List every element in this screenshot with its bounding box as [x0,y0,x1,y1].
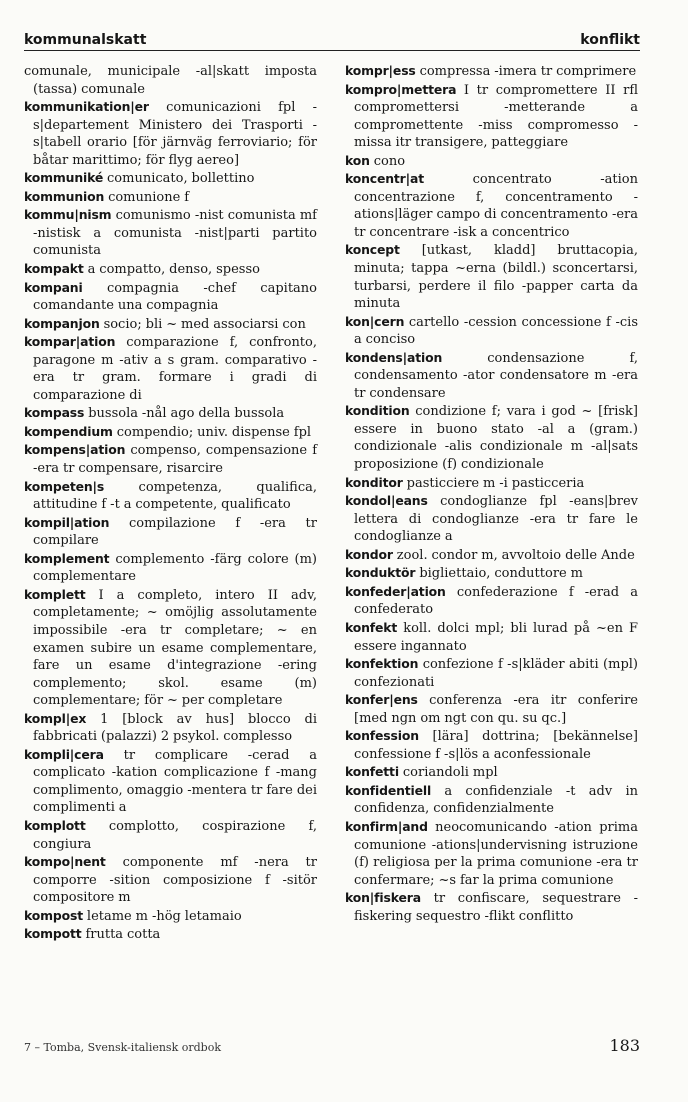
entry-definition: comunicazioni fpl -s|departement Ministero dei Trasporti -s|tabell orario [för järnväg ferroviario; för båtar marittimo; för flyg aereo] [33,100,317,168]
entry-headword: konfetti [345,764,399,780]
dictionary-entry [345,564,638,583]
entry-definition: a confidenziale -t adv in confidenza, confidenzialmente [354,783,638,817]
entry-definition: condizione f; vara i god ~ [frisk] essere in buono stato -al a (gram.) condizionale -alis condizionale m -al|sats proposizione (f) condizionale [354,404,638,473]
entry-definition: compenso, compensazione f -era tr compensare, risarcire [33,443,318,477]
dictionary-entry [24,188,317,207]
dictionary-entry [24,404,317,423]
entry-definition: zool. condor m, avvoltoio delle Ande [396,547,635,563]
dictionary-entry [345,62,638,81]
entry-definition: I tr compromettere II rfl compromettersi -metterande a compromettente -miss compromesso -missa itr transigere, patteggiare [354,82,638,151]
entry-definition: complotto, cospirazione f, congiura [33,818,317,852]
entry-definition: complemento -färg colore (m) complementare [33,551,317,585]
entry-definition: coriandoli mpl [402,765,498,781]
entry-definition: comunione f [108,189,190,205]
entry-definition: cartello -cession concessione f -cis a conciso [354,314,639,348]
dictionary-entry [345,655,638,691]
entry-definition: condensazione f, condensamento -ator condensatore m -era tr condensare [354,350,639,401]
dictionary-entry [345,763,638,782]
entry-headword: kon|fiskera [345,890,421,906]
entry-headword: kompil|ation [24,514,110,530]
entry-definition: koll. dolci mpl; bli lurad på ~en F essere ingannato [354,620,638,654]
entry-headword: kommu|nism [24,207,112,223]
entry-headword: kondol|eans [345,493,428,509]
left-column [24,62,317,944]
entry-headword: koncept [345,242,400,258]
entry-headword: kommuniké [24,170,104,186]
entry-definition: bigliettaio, conduttore m [419,566,583,582]
entry-headword: konfektion [345,656,419,672]
dictionary-entry [24,925,317,944]
dictionary-entry [24,423,317,442]
entry-definition: [utkast, kladd] bruttacopia, minuta; tappa ~erna (bildl.) sconcertarsi, turbarsi, perdere il filo -papper carta da minuta [354,243,638,312]
dictionary-entry [24,315,317,334]
dictionary-entry [345,313,638,349]
dictionary-entry [345,889,638,925]
entry-headword: kompani [24,279,83,295]
entry-definition: confederazione f -erad a confederato [354,584,638,618]
right-guide-word: konflikt [580,32,640,48]
entry-headword: komplement [24,550,110,566]
dictionary-entry [345,727,638,763]
entry-headword: kompli|cera [24,746,104,762]
entry-headword: kommunion [24,188,105,204]
entry-definition: tr confiscare, sequestrare -fiskering sequestro -flikt conflitto [354,891,639,924]
dictionary-entry [24,441,317,477]
dictionary-entry [345,546,638,565]
entry-headword: kompendium [24,423,113,439]
entry-definition: compressa -imera tr comprimere [419,64,637,79]
dictionary-entry [24,550,317,586]
entry-definition: I a completo, intero II adv, completamente; ~ omöjlig assolutamente impossibile -era tr completare; ~ en examen subire un esame complementare, fare un esame d'integrazione -ering complemento; skol. esame (m) complementare; för ~ per completare [33,587,317,709]
entry-definition: componente mf -nera tr comporre -sition composizione f -sitör compositore m [33,855,317,906]
entry-headword: kompott [24,926,82,942]
entry-definition: competenza, qualifica, attitudine f -t a competente, qualificato [33,479,317,513]
entry-headword: kompens|ation [24,442,126,458]
entry-definition: compilazione f -era tr compilare [33,515,317,549]
entry-definition: pasticciere m -i pasticceria [406,475,585,491]
entry-headword: kondens|ation [345,349,443,365]
entry-headword: kompl|ex [24,710,87,726]
dictionary-entry [345,818,638,889]
page-number: 183 [609,1036,640,1055]
dictionary-entry [345,241,638,312]
dictionary-entry [345,782,638,818]
entry-definition: neocomunicando -ation prima comunione -ations|undervisning istruzione (f) religiosa per la prima comunione -era tr confermare; ~s far la prima comunione [354,819,638,888]
entry-headword: konfer|ens [345,692,418,708]
entry-headword: konfekt [345,619,398,635]
entry-headword: konfidentiell [345,782,432,798]
dictionary-entry [345,474,638,493]
entry-headword: kompeten|s [24,478,105,494]
entry-headword: kompanjon [24,315,100,331]
entry-definition: compendio; univ. dispense fpl [116,424,312,440]
entry-headword: kondor [345,546,393,562]
dictionary-entry [24,710,317,746]
running-header [24,26,640,48]
entry-headword: konfirm|and [345,818,428,834]
entry-definition: socio; bli ~ med associarsi con [103,316,306,332]
dictionary-entry [345,170,638,241]
dictionary-entry [345,619,638,655]
entry-headword: kondition [345,403,410,419]
dictionary-entry [345,152,638,171]
entry-definition: frutta cotta [85,927,161,943]
right-column [345,62,638,925]
dictionary-entry [24,169,317,188]
entry-definition: a compatto, denso, spesso [87,262,260,278]
entry-definition: 1 [block av hus] blocco di fabbricati (palazzi) 2 psykol. complesso [33,711,318,745]
dictionary-entry [345,402,638,473]
entry-definition: comunicato, bollettino [107,171,255,187]
left-guide-word: kommunalskatt [24,32,147,48]
dictionary-entry [345,349,638,403]
dictionary-entry [24,98,317,169]
entry-headword: konfession [345,728,419,744]
entry-definition: bussola -nål ago della bussola [88,406,285,422]
entry-headword: komplett [24,586,86,602]
entry-definition: confezione f -s|kläder abiti (mpl) confezionati [354,657,638,690]
dictionary-entry [345,583,638,619]
entry-headword: kompass [24,405,85,421]
dictionary-entry [24,514,317,550]
dictionary-entry [24,586,317,710]
dictionary-entry [24,333,317,404]
entry-definition: letame m -hög letamaio [86,908,242,924]
entry-headword: koncentr|at [345,171,425,187]
entry-definition: comunismo -nist comunista mf -nistisk a comunista -nist|parti partito comunista [33,208,317,259]
dictionary-entry [345,81,638,152]
entry-definition: cono [373,153,406,169]
entry-definition: comparazione f, confronto, paragone m -ativ a s gram. comparativo -era tr gram. formare i gradi di comparazione di [33,335,317,403]
page-footer [24,1036,640,1055]
entry-headword: konfeder|ation [345,583,446,599]
entry-headword: komplott [24,817,86,833]
dictionary-entry [24,907,317,926]
entry-headword: kommunikation|er [24,99,149,115]
dictionary-entry [24,817,317,853]
header-rule [24,50,640,51]
entry-headword: kon|cern [345,313,405,329]
dictionary-entry [24,853,317,907]
entry-definition: compagnia -chef capitano comandante una compagnia [33,280,317,314]
entry-headword: kompakt [24,261,84,277]
dictionary-entry [24,206,317,260]
dictionary-entry [345,691,638,727]
entry-headword: kompr|ess [345,63,416,78]
entry-headword: kompost [24,907,83,923]
entry-headword: kon [345,152,370,168]
entry-definition: [lära] dottrina; [bekännelse] confessione f -s|lös a aconfessionale [354,729,639,762]
dictionary-entry [24,62,317,98]
entry-definition: comunale, municipale -al|skatt imposta (tassa) comunale [24,64,317,97]
entry-definition: conferenza -era itr conferire [med ngn om ngt con qu. su qc.] [354,693,638,726]
dictionary-entry [24,260,317,279]
entry-definition: tr complicare -cerad a complicato -kation complicazione f -mang complimento, omaggio -mentera tr fare dei complimenti a [33,747,317,816]
dictionary-entry [24,478,317,514]
entry-headword: kompro|mettera [345,81,457,97]
entry-definition: concentrato -ation concentrazione f, concentramento -ations|läger campo di concentramento -era tr concentrare -isk a concentrico [354,172,638,240]
entry-definition: condoglianze fpl -eans|brev lettera di condoglianze -era tr fare le condoglianze a [354,494,639,545]
dictionary-entry [24,279,317,315]
entry-headword: konditor [345,474,403,490]
entry-headword: kompar|ation [24,334,116,350]
dictionary-entry [345,492,638,546]
dictionary-entry [24,746,317,817]
entry-headword: kompo|nent [24,854,106,870]
footer-note: 7 – Tomba, Svensk-italiensk ordbok [24,1041,221,1054]
entry-headword: konduktör [345,565,416,581]
